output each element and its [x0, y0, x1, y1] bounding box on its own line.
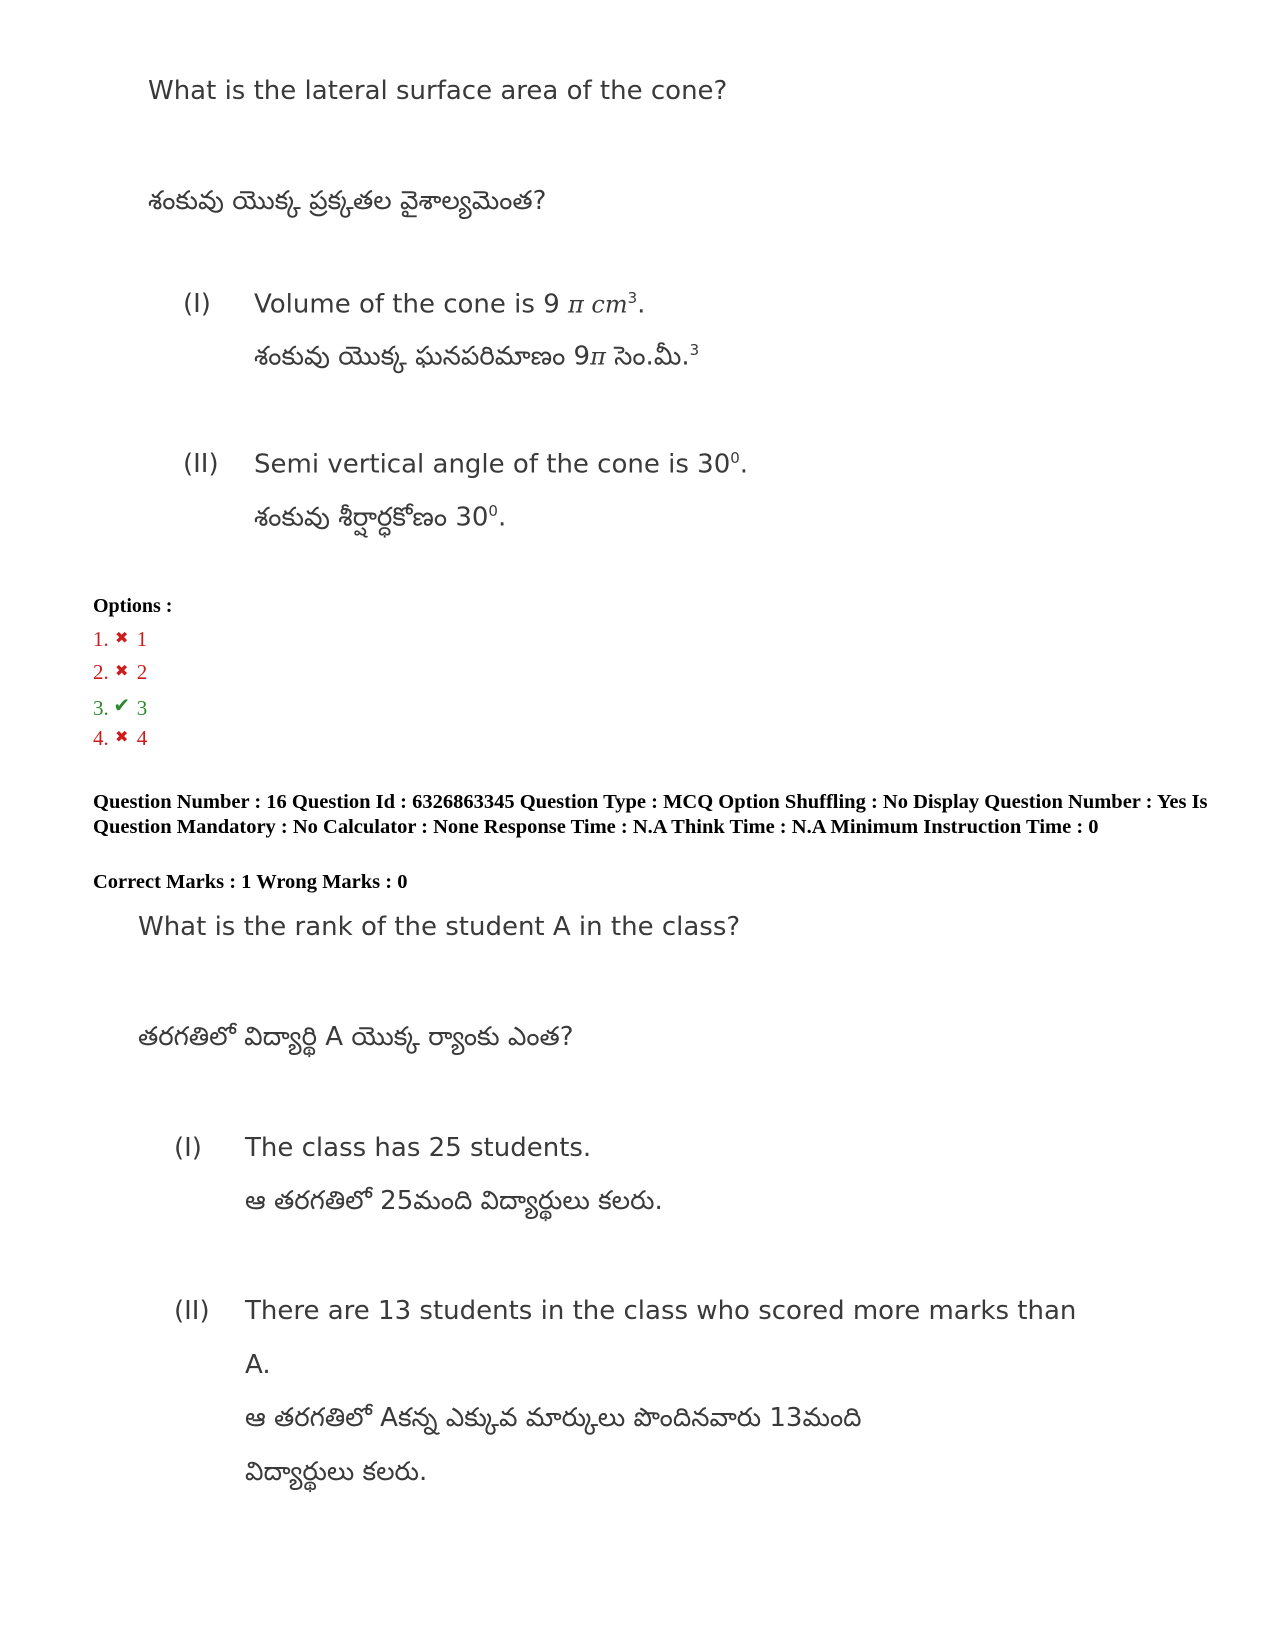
statement-en: There are 13 students in the class who scored more marks than	[245, 1296, 1077, 1326]
question-meta: Question Number : 16 Question Id : 6326863345 Question Type : MCQ Option Shuffling : No Display Question Number : Yes Is Question Mandatory : No Calculator : None Response Time : N.A Think Time : N.A Minimum Instruction Time : 0	[93, 791, 1208, 838]
statement-en: A.	[245, 1350, 271, 1380]
question-marks: Correct Marks : 1 Wrong Marks : 0	[93, 871, 408, 893]
option-item: 4. ✖ 4	[93, 726, 148, 750]
cross-icon: ✖	[115, 630, 129, 647]
option-item: 3. ✔ 3	[93, 695, 148, 720]
question-text-te: శంకువు యొక్క ప్రక్కతల వైశాల్యమెంత?	[148, 186, 547, 216]
statement-te: శంకువు శీర్షార్ధకోణం $30^0$.	[254, 502, 507, 533]
statement-number: (II)	[174, 1296, 210, 1326]
statement-en: Semi vertical angle of the cone is $30^0$.	[254, 449, 749, 480]
statement-te: శంకువు యొక్క ఘనపరిమాణం 9π సెం.మీ.$^3$	[254, 341, 700, 372]
options-label: Options :	[93, 595, 173, 617]
statement-te: ఆ తరగతిలో 25మంది విద్యార్థులు కలరు.	[245, 1186, 663, 1216]
statement-number: (I)	[183, 289, 211, 319]
statement-en: The class has 25 students.	[245, 1133, 592, 1163]
question-text-te: తరగతిలో విద్యార్థి A యొక్క ర్యాంకు ఎంత?	[138, 1022, 574, 1052]
statement-te: విద్యార్థులు కలరు.	[245, 1457, 428, 1487]
statement-en: Volume of the cone is 9 π $cm^3$.	[254, 289, 646, 320]
check-icon: ✔	[113, 695, 131, 717]
option-item: 2. ✖ 2	[93, 660, 148, 684]
question-text-en: What is the rank of the student A in the class?	[138, 912, 741, 942]
statement-te: ఆ తరగతిలో Aకన్న ఎక్కువ మార్కులు పొందినవారు 13మంది	[245, 1403, 862, 1433]
question-text-en: What is the lateral surface area of the cone?	[148, 76, 728, 106]
cross-icon: ✖	[115, 729, 129, 746]
statement-number: (I)	[174, 1133, 202, 1163]
option-item: 1. ✖ 1	[93, 627, 148, 651]
cross-icon: ✖	[115, 663, 129, 680]
statement-number: (II)	[183, 449, 219, 479]
